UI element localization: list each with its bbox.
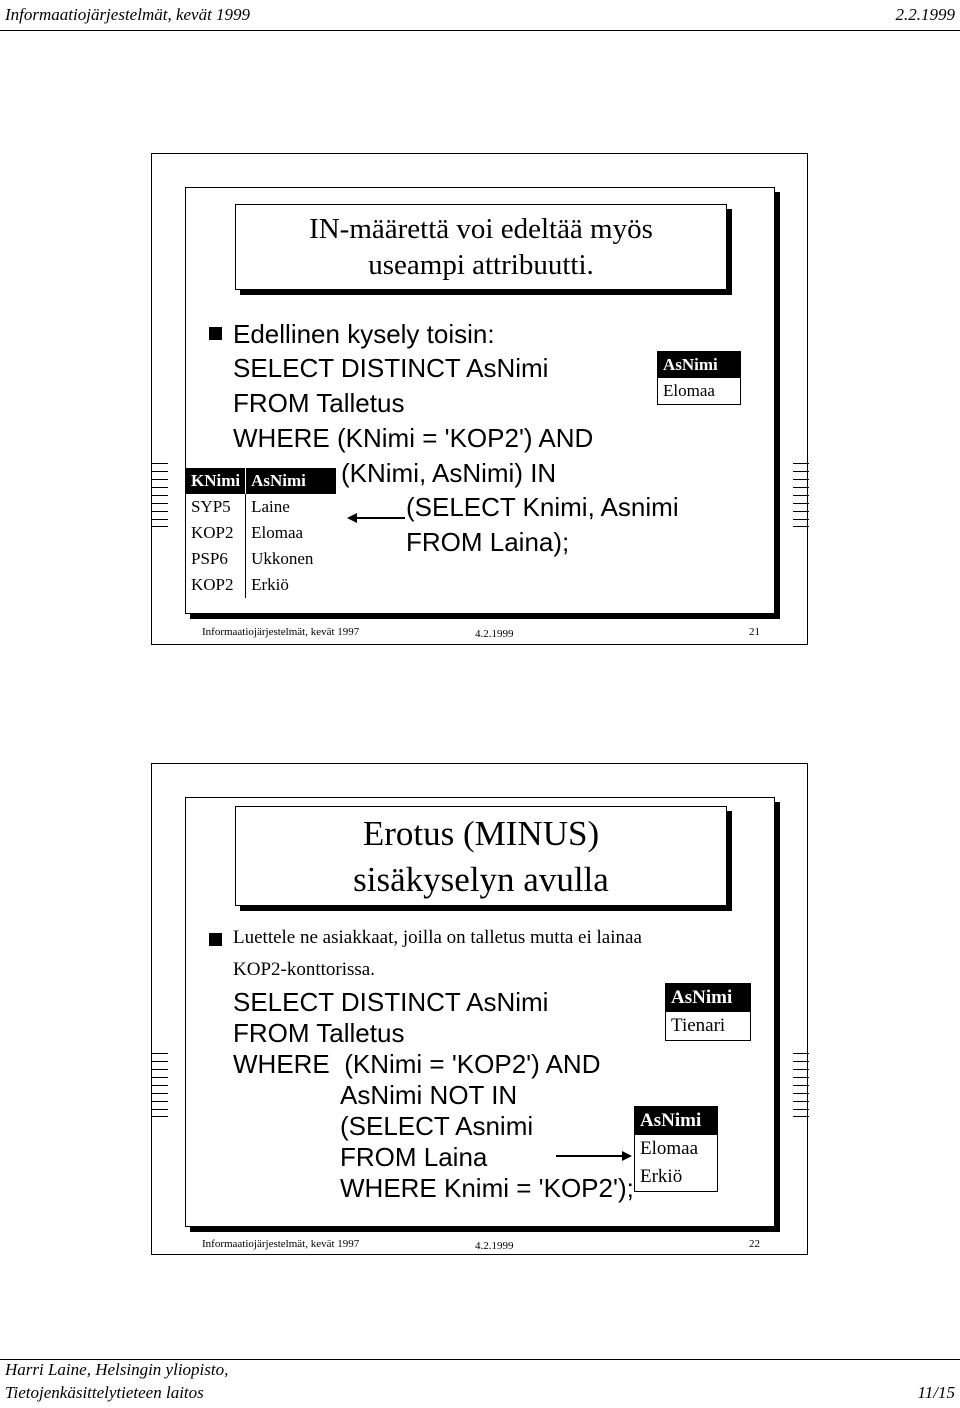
slide-22-result-table — [665, 983, 751, 1041]
slide-21-footer-left: Informaatiojärjestelmät, kevät 1997 — [202, 626, 360, 638]
slide-22-line-7: WHERE Knimi = 'KOP2'); — [340, 1173, 634, 1203]
slide-22-subquery-table — [634, 1106, 718, 1192]
arrow-right-icon — [556, 1150, 632, 1162]
slide-21-title-line2: useampi attribuutti. — [368, 249, 594, 281]
page-header-title: Informaatiojärjestelmät, kevät 1999 — [5, 5, 251, 24]
result-table-header: AsNimi — [666, 984, 751, 1013]
result-table-header: AsNimi — [658, 352, 741, 379]
table-cell: Erkiö — [251, 575, 289, 594]
slide-22-title-line1: Erotus (MINUS) — [362, 814, 600, 853]
slide-21-line-6: (SELECT Knimi, Asnimi — [406, 492, 679, 522]
page-footer-author: Harri Laine, Helsingin yliopisto, — [5, 1360, 229, 1379]
slide-22-title-line2: sisäkyselyn avulla — [353, 860, 609, 899]
page-footer-department: Tietojenkäsittelytieteen laitos — [5, 1383, 204, 1402]
page-number: 11/15 — [917, 1383, 955, 1402]
slide-22-bullet-line1: Luettele ne asiakkaat, joilla on talletus mutta ei lainaa — [233, 927, 642, 948]
slide-22-footer-page: 22 — [749, 1238, 760, 1250]
laina-header-knimi: KNimi — [186, 468, 246, 494]
table-cell: Elomaa — [640, 1138, 699, 1159]
arrow-left-icon — [347, 512, 407, 524]
slide-22-line-6: FROM Laina — [340, 1142, 488, 1172]
slide-21-title-line1: IN-määrettä voi edeltää myös — [309, 213, 653, 245]
slide-22-line-5: (SELECT Asnimi — [340, 1111, 534, 1141]
table-row — [635, 1135, 718, 1163]
page-header-date: 2.2.1999 — [895, 5, 955, 24]
side-ticks-right — [793, 463, 809, 527]
slide-21-line-1: Edellinen kysely toisin: — [233, 319, 495, 349]
slide-21-line-2: SELECT DISTINCT AsNimi — [233, 353, 549, 383]
side-ticks-left — [152, 1053, 168, 1117]
table-row — [186, 546, 336, 572]
table-cell: KOP2 — [186, 520, 246, 546]
result-table-cell: Elomaa — [663, 381, 715, 400]
slide-21-title-box — [235, 204, 727, 290]
result-table-cell: Tienari — [671, 1015, 726, 1036]
slide-22-line-4: AsNimi NOT IN — [340, 1080, 518, 1110]
slide-22-bullet-line2: KOP2-konttorissa. — [233, 959, 375, 980]
table-cell: Elomaa — [251, 523, 304, 542]
table-row — [186, 572, 336, 598]
slide-22-footer-left: Informaatiojärjestelmät, kevät 1997 — [202, 1238, 360, 1250]
bullet-icon — [209, 933, 222, 946]
table-row — [186, 520, 336, 546]
header-divider — [0, 30, 960, 31]
subquery-table-header: AsNimi — [635, 1107, 718, 1136]
laina-table — [186, 468, 336, 598]
slide-21-line-7: FROM Laina); — [406, 527, 570, 557]
laina-header-asnimi: AsNimi — [246, 468, 337, 494]
slide-21 — [151, 153, 808, 645]
table-cell: KOP2 — [186, 572, 246, 598]
slide-22-title-box — [235, 806, 727, 906]
slide-21-footer-page: 21 — [749, 626, 760, 638]
slide-21-result-table — [657, 351, 741, 405]
slide-21-line-5: (KNimi, AsNimi) IN — [341, 458, 557, 488]
table-cell: Erkiö — [640, 1166, 683, 1187]
slide-22-line-2: FROM Talletus — [233, 1018, 405, 1048]
bullet-icon — [209, 327, 222, 340]
table-cell: Laine — [251, 497, 290, 516]
table-cell: PSP6 — [186, 546, 246, 572]
table-cell: Ukkonen — [251, 549, 314, 568]
slide-21-line-3: FROM Talletus — [233, 388, 405, 418]
table-row — [186, 494, 336, 520]
slide-21-footer-date: 4.2.1999 — [475, 628, 514, 640]
slide-22-line-1: SELECT DISTINCT AsNimi — [233, 987, 549, 1017]
slide-21-line-4: WHERE (KNimi = 'KOP2') AND — [233, 423, 594, 453]
side-ticks-left — [152, 463, 168, 527]
slide-22-line-3: WHERE (KNimi = 'KOP2') AND — [233, 1049, 601, 1079]
table-row — [635, 1163, 718, 1192]
slide-22 — [151, 763, 808, 1255]
side-ticks-right — [793, 1053, 809, 1117]
slide-22-footer-date: 4.2.1999 — [475, 1240, 514, 1252]
table-cell: SYP5 — [186, 494, 246, 520]
